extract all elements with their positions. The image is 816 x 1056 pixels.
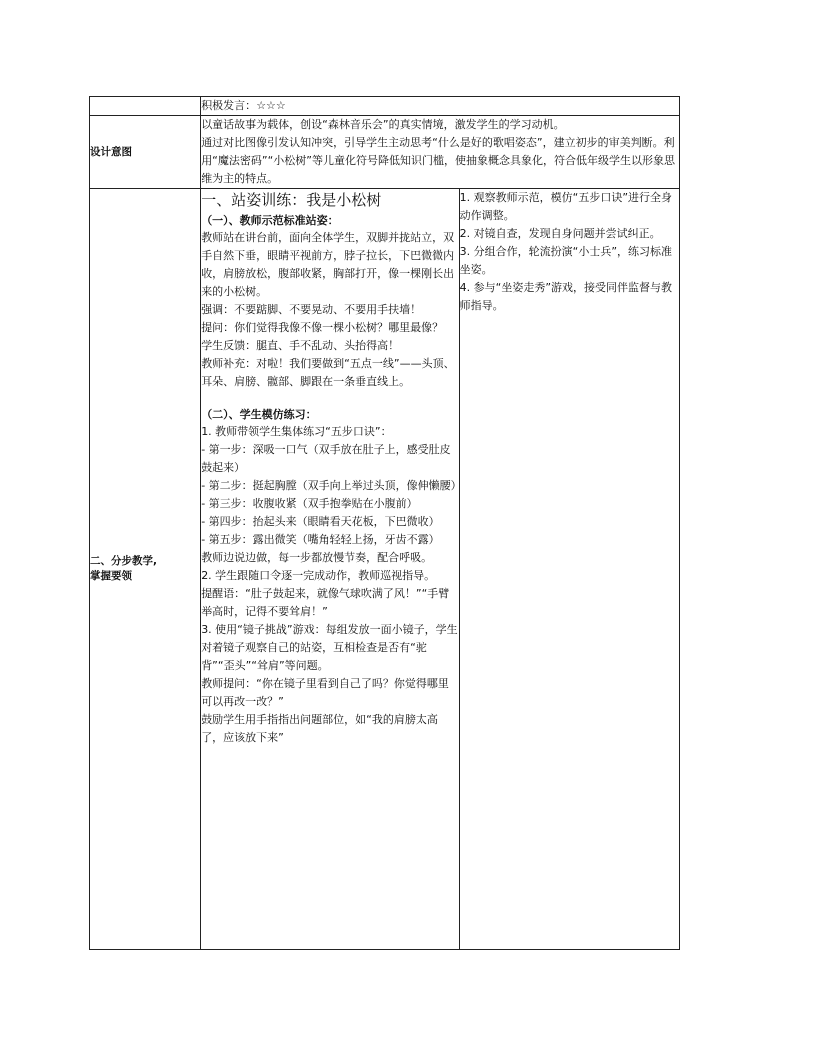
design-intent-title: 设计意图 xyxy=(90,116,201,189)
rating-row-empty-cell xyxy=(90,97,201,116)
paragraph: 1. 教师带领学生集体练习“五步口诀”： xyxy=(201,425,392,438)
subheading-practice: （二）、学生模仿练习： xyxy=(201,408,317,421)
design-intent-line-1: 以童话故事为载体，创设“森林音乐会”的真实情境，激发学生的学习动机。 xyxy=(201,118,565,131)
section-heading: 一、站姿训练：我是小松树 xyxy=(201,191,382,209)
star-icons: ☆☆☆ xyxy=(256,99,286,112)
paragraph: 提醒语：“肚子鼓起来，就像气球吹满了风！”“手臂举高时，记得不要耸肩！” xyxy=(201,587,450,618)
paragraph: 教师提问：“你在镜子里看到自己了吗？你觉得哪里可以再改一改？” xyxy=(201,677,449,708)
paragraph: 教师补充：对啦！我们要做到“五点一线”——头顶、耳朵、肩膀、髋部、脚跟在一条垂直线上。 xyxy=(201,357,455,388)
activity-item: 4. 参与“坐姿走秀”游戏，接受同伴监督与教师指导。 xyxy=(459,281,673,312)
rating-cell xyxy=(201,97,680,116)
lesson-plan-table xyxy=(89,96,680,950)
activity-item: 2. 对镜自查，发现自身问题并尝试纠正。 xyxy=(459,227,661,240)
teacher-activity-cell xyxy=(201,189,462,950)
subheading-demo: （一）、教师示范标准站姿： xyxy=(201,214,339,227)
paragraph: - 第三步：收腹收紧（双手抱拳贴在小腹前） xyxy=(201,497,418,510)
paragraph: 学生反馈：腿直、手不乱动、头抬得高！ xyxy=(201,339,400,352)
paragraph: 强调：不要踮脚、不要晃动、不要用手扶墙！ xyxy=(201,303,422,316)
paragraph: 教师站在讲台前，面向全体学生，双脚并拢站立，双手自然下垂，眼睛平视前方，脖子拉长，下巴微微内收，肩膀放松，腹部收紧，胸部打开，像一棵刚长出来的小松树。 xyxy=(201,231,455,298)
paragraph: 鼓励学生用手指指出问题部位，如“我的肩膀太高了，应该放下来” xyxy=(201,713,438,744)
paragraph: - 第五步：露出微笑（嘴角轻轻上扬，牙齿不露） xyxy=(201,533,440,546)
spacer xyxy=(201,391,458,407)
design-intent-line-2: 通过对比图像引发认知冲突，引导学生主动思考“什么是好的歌唱姿态”，建立初步的审美判断。利用“魔法密码”“小松树”等儿童化符号降低知识门槛，使抽象概念具象化，符合低年级学生以形象思维为主的特点。 xyxy=(201,136,675,185)
paragraph: 3. 使用“镜子挑战”游戏：每组发放一面小镜子，学生对着镜子观察自己的站姿，互相检查是否有“驼背”“歪头”“耸肩”等问题。 xyxy=(201,623,458,672)
design-intent-row xyxy=(90,116,680,189)
paragraph: 教师边说边做，每一步都放慢节奏，配合呼吸。 xyxy=(201,551,433,564)
paragraph: 提问：你们觉得我像不像一棵小松树？哪里最像？ xyxy=(201,321,444,334)
section-title xyxy=(90,189,201,950)
section-title-line-1: 二、分步教学, xyxy=(90,555,157,567)
paragraph: - 第二步：挺起胸膛（双手向上举过头顶，像伸懒腰） xyxy=(201,479,462,492)
teaching-row xyxy=(90,189,680,950)
activity-item: 1. 观察教师示范，模仿“五步口诀”进行全身动作调整。 xyxy=(459,191,673,222)
section-title-line-2: 掌握要领 xyxy=(90,570,132,582)
rating-row xyxy=(90,97,680,116)
paragraph: 2. 学生跟随口令逐一完成动作，教师巡视指导。 xyxy=(201,569,436,582)
paragraph: - 第一步：深吸一口气（双手放在肚子上，感受肚皮鼓起来） xyxy=(201,443,451,474)
design-intent-text xyxy=(201,116,680,189)
rating-label: 积极发言： xyxy=(201,99,257,112)
activity-item: 3. 分组合作，轮流扮演“小士兵”，练习标准坐姿。 xyxy=(459,245,673,276)
student-activity-cell xyxy=(459,189,679,950)
paragraph: - 第四步：抬起头来（眼睛看天花板，下巴微收） xyxy=(201,515,440,528)
